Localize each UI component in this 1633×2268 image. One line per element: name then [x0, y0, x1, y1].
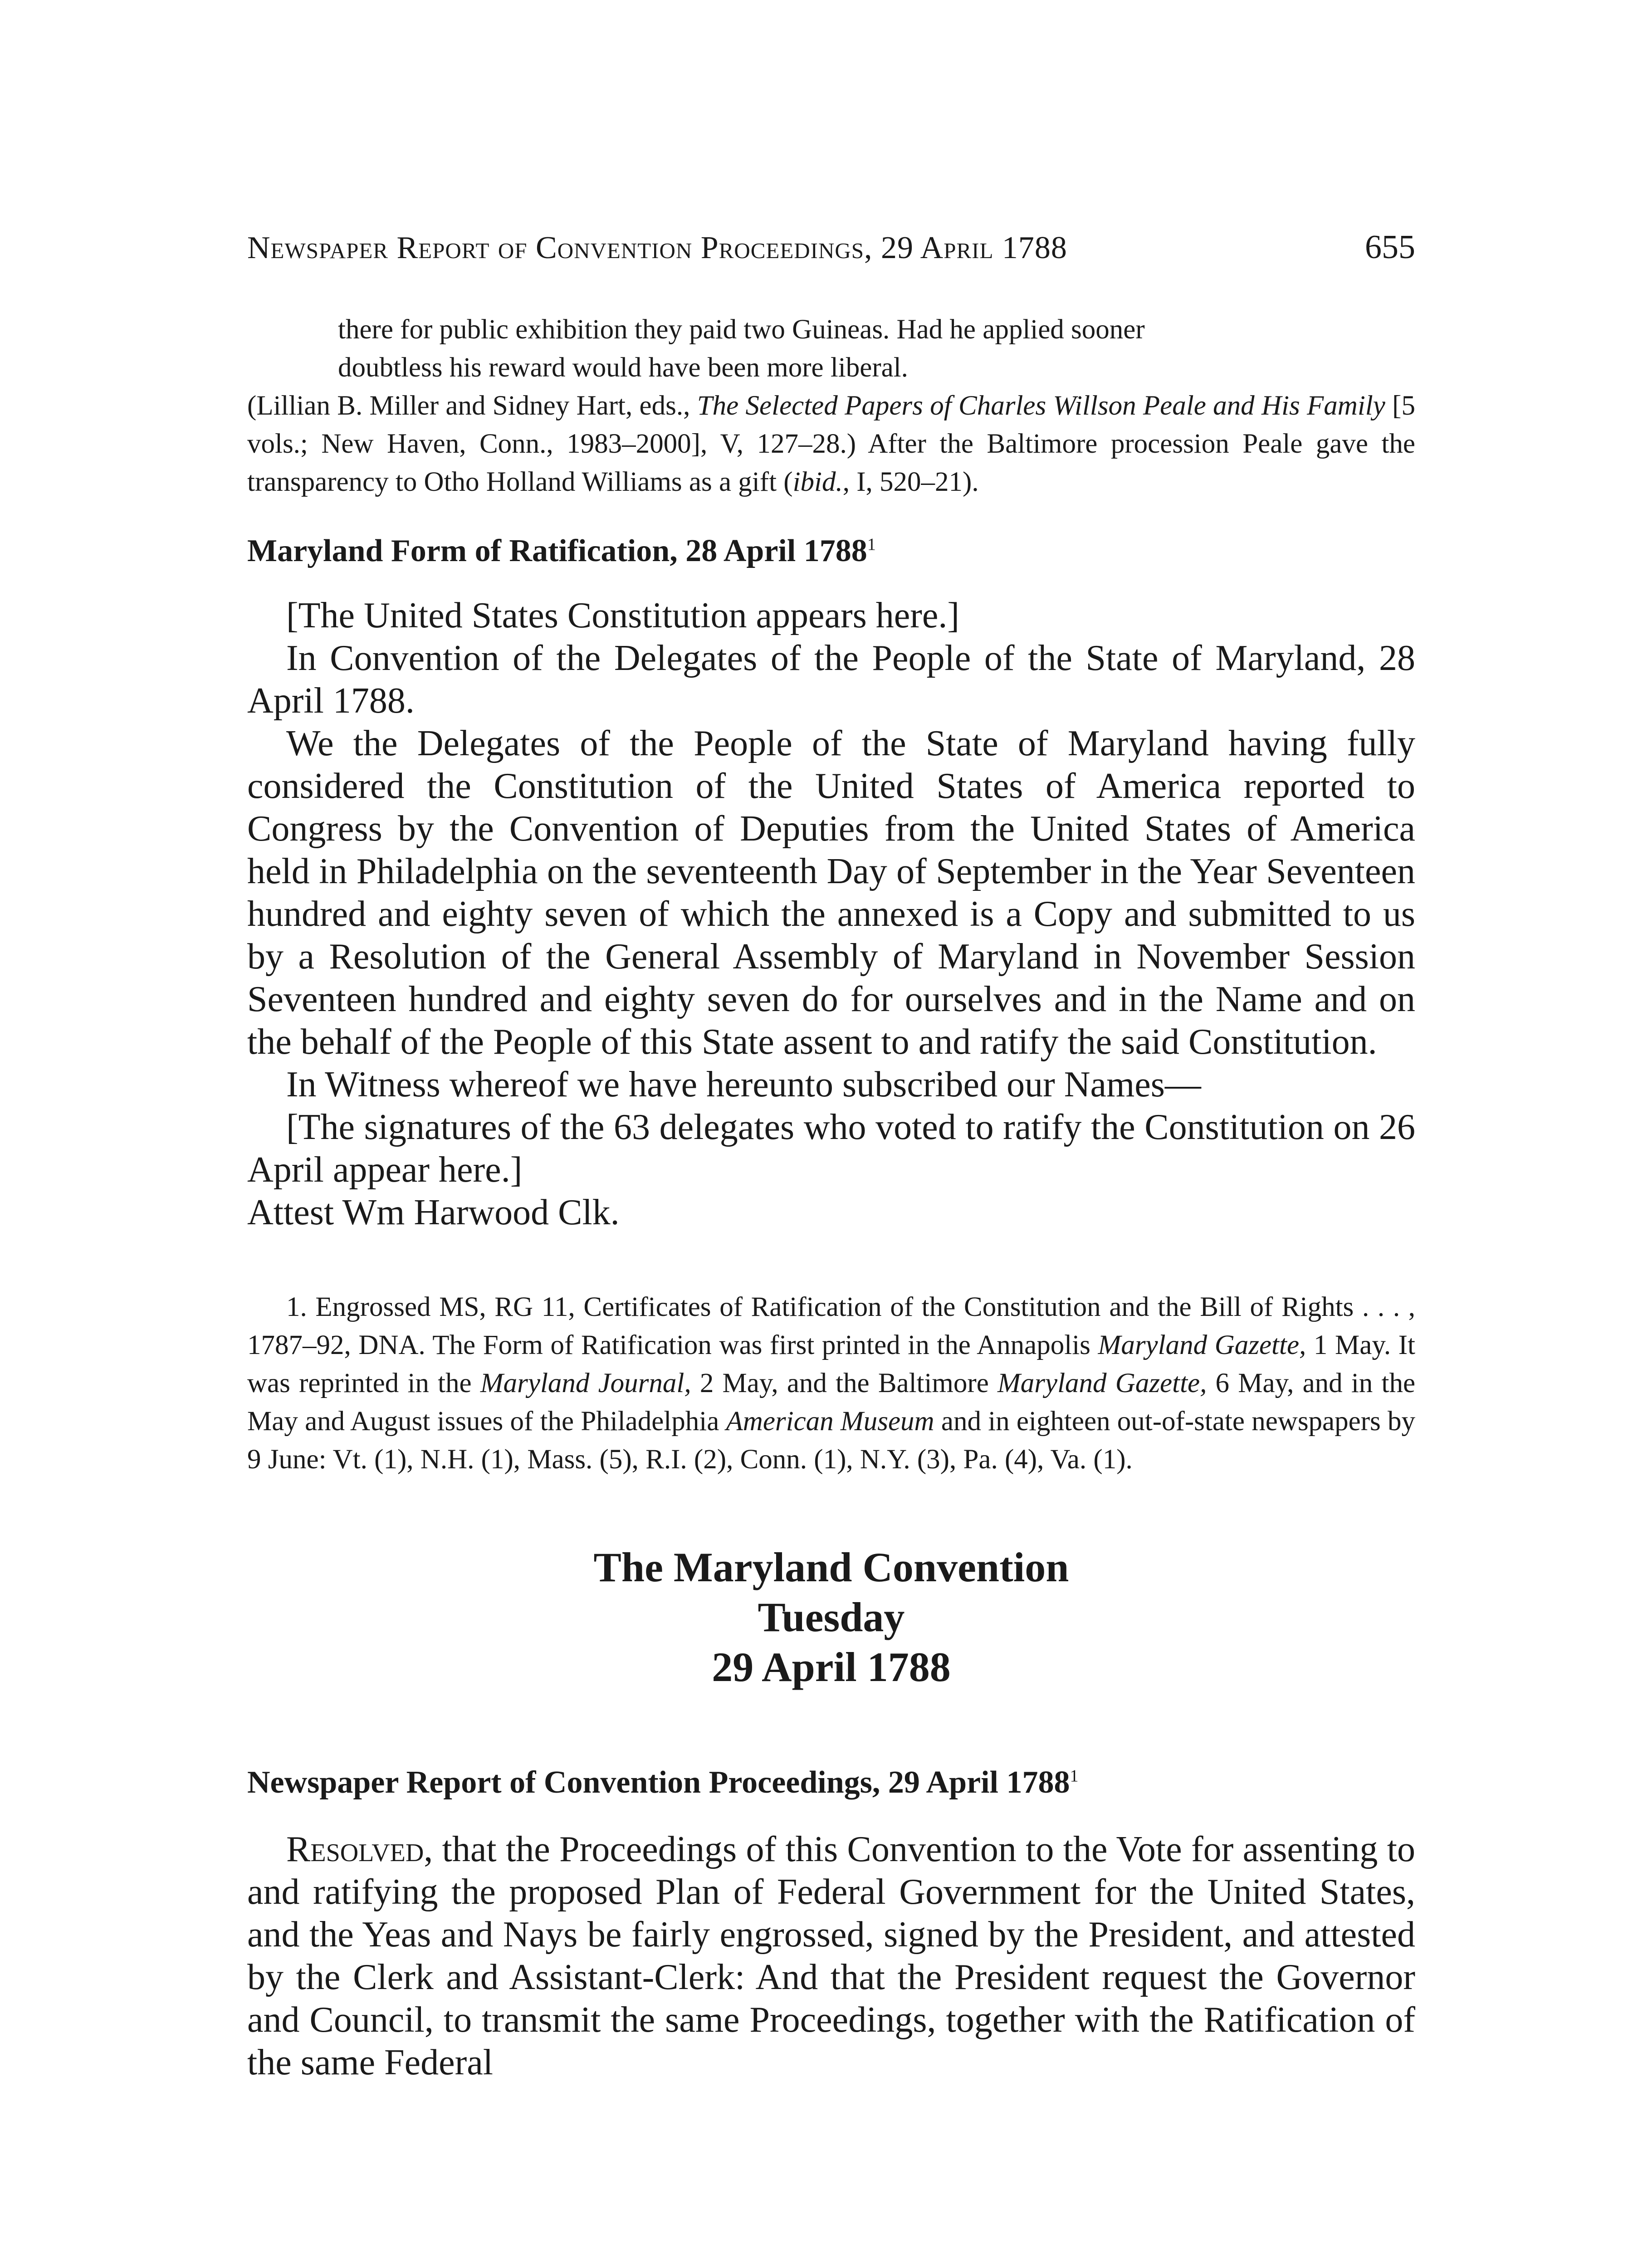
page-number: 655 [1365, 229, 1415, 266]
running-head [247, 227, 1415, 269]
quote-line: there for public exhibition they paid two Guineas. Had he applied sooner [338, 314, 1145, 345]
footnote-marker: 1 [867, 535, 876, 554]
running-head-title: Newspaper Report of Convention Proceedings, 29 April 1788 [247, 230, 1067, 265]
quote-line: doubtless his reward would have been more liberal. [338, 352, 908, 383]
day-heading-line: 29 April 1788 [712, 1644, 951, 1690]
paragraph: In Convention of the Delegates of the People of the State of Maryland, 28 April 1788. [247, 638, 1415, 721]
day-heading-line: The Maryland Convention [593, 1544, 1069, 1590]
lead-word: Resolved, [286, 1829, 433, 1869]
day-heading [247, 1542, 1415, 1692]
ratification-text [247, 594, 1415, 1234]
newspaper-report-text: Resolved, that the Proceedings of this Convention to the Vote for assenting to and ratifying the proposed Plan of Federal Government for the United States, and the Yeas and Nays be fairly engrossed, signed by the President, and attested by the Clerk and Assistant-Clerk: And that the President request the Governor and Council, to transmit the same Proceedings, together with the Ratification of the same Federal [247, 1829, 1415, 2082]
section-heading-ratification: Maryland Form of Ratification, 28 April 1788$^1$ [247, 533, 876, 568]
block-quote-tail [338, 311, 1336, 387]
book-title: The Selected Papers of Charles Willson Peale and His Family [697, 391, 1385, 421]
paragraph: [The United States Constitution appears here.] [286, 596, 960, 635]
section-heading-newspaper-report: Newspaper Report of Convention Proceedings, 29 April 1788$^1$ [247, 1765, 1079, 1800]
day-heading-line: Tuesday [758, 1594, 905, 1640]
paragraph: [The signatures of the 63 delegates who voted to ratify the Constitution on 26 April appear here.] [247, 1107, 1415, 1190]
footnote-1: 1. Engrossed MS, RG 11, Certificates of Ratification of the Constitution and the Bill of Rights . . . , 1787–92, DNA. The Form of Ratification was first printed in the Annapolis Maryland Gazette, 1 May. It was reprinted in the Maryland Journal, 2 May, and the Baltimore Maryland Gazette, 6 May, and in the May and August issues of the Philadelphia American Museum and in eighteen out-of-state newspapers by 9 June: Vt. (1), N.H. (1), Mass. (5), R.I. (2), Conn. (1), N.Y. (3), Pa. (4), Va. (1). [247, 1292, 1416, 1475]
paragraph: In Witness whereof we have hereunto subscribed our Names— [286, 1065, 1201, 1105]
paragraph: We the Delegates of the People of the State of Maryland having fully considered the Constitution of the United States of America reported to Congress by the Convention of Deputies from the United States of America held in Philadelphia on the seventeenth Day of September in the Year Seventeen hundred and eighty seven of which the annexed is a Copy and submitted to us by a Resolution of the General Assembly of Maryland in November Session Seventeen hundred and eighty seven do for ourselves and in the Name and on the behalf of the People of this State assent to and ratify the said Constitution. [247, 723, 1415, 1062]
attest-line: Attest Wm Harwood Clk. [247, 1193, 620, 1232]
footnote-marker: 1 [1070, 1766, 1079, 1786]
note-continuation: (Lillian B. Miller and Sidney Hart, eds., The Selected Papers of Charles Willson Peale and His Family [5 vols.; New Haven, Conn., 1983–2000], V, 127–28.) After the Baltimore procession Peale gave the transparency to Otho Holland Williams as a gift (ibid., I, 520–21). [247, 391, 1415, 497]
